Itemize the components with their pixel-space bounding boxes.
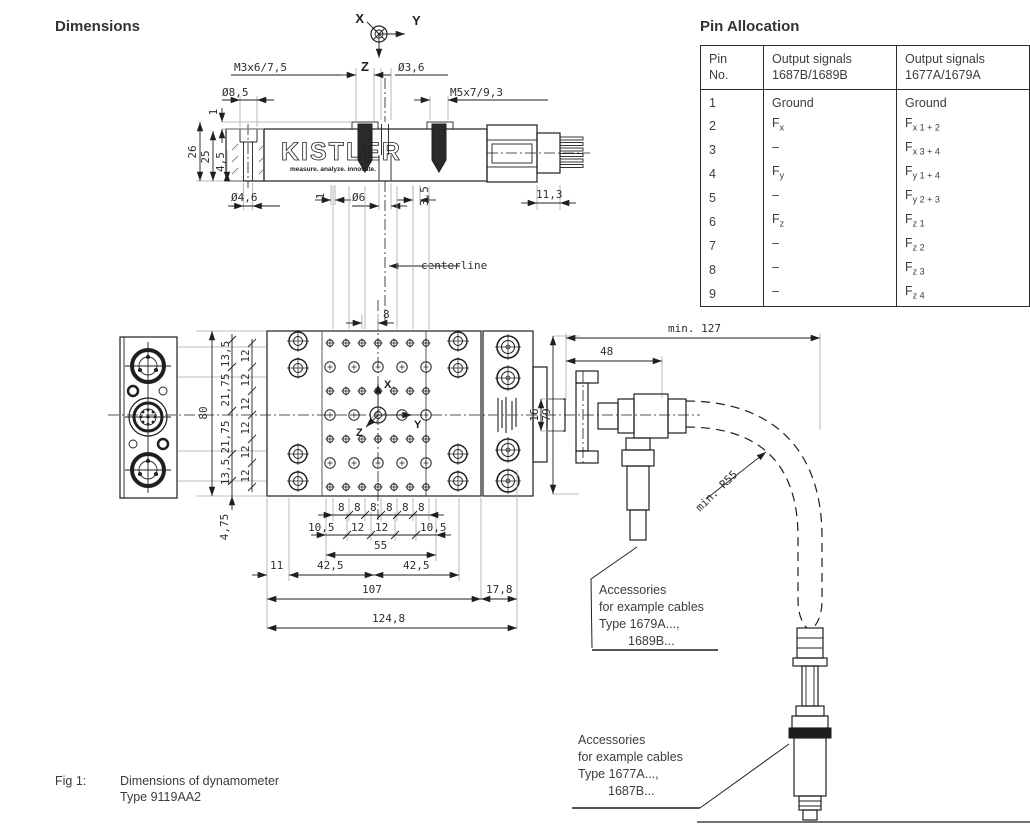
plan-axis-x-label: X: [384, 379, 392, 391]
dim-26: 26: [186, 145, 199, 159]
dim-d46: Ø4,6: [231, 191, 258, 204]
kistler-logo-text: KISTLER: [281, 138, 402, 166]
dim-1-bottom: 1: [314, 192, 327, 200]
pin-cell: $F_z$: [764, 210, 897, 234]
pin-cell: $F_{z 3}$: [897, 258, 1030, 282]
pin-cell: $F_x$: [764, 114, 897, 138]
pin-cell: 5: [709, 190, 716, 205]
pin-cell: $F_y$: [764, 162, 897, 186]
dim-45: 4,5: [214, 152, 227, 172]
centerline-label: centerline: [421, 259, 488, 272]
svg-text:10,5: 10,5: [308, 521, 335, 534]
pin-cell: 9: [709, 286, 716, 301]
svg-text:Accessories: Accessories: [578, 733, 646, 747]
pin-cell: 8: [709, 262, 716, 277]
pin-cell: 1: [709, 96, 716, 110]
svg-text:Type 1679A...,: Type 1679A...,: [599, 617, 680, 631]
dim-d36: Ø3,6: [398, 61, 425, 74]
pin-allocation-heading: Pin Allocation: [700, 18, 800, 35]
pin-cell: Ground: [764, 90, 897, 114]
svg-text:13,5: 13,5: [219, 340, 232, 368]
svg-text:21,75: 21,75: [219, 420, 232, 454]
svg-text:8: 8: [402, 501, 409, 514]
svg-text:12: 12: [351, 521, 365, 534]
chain-b: [239, 339, 256, 492]
dim-m5: M5x7/9,3: [450, 86, 503, 99]
dim-35: 3,5: [418, 186, 431, 206]
pin-cell: 4: [709, 166, 716, 181]
svg-text:10,5: 10,5: [420, 521, 447, 534]
svg-text:12: 12: [239, 397, 252, 411]
dim-178: 17,8: [486, 583, 513, 596]
signals-1677a-header: Output signals 1677A/1679A: [897, 46, 1030, 90]
svg-text:12: 12: [239, 349, 252, 363]
pin-cell: –: [764, 282, 897, 307]
svg-text:1689B...: 1689B...: [628, 634, 675, 648]
svg-text:for example cables: for example cables: [578, 750, 683, 764]
dim-25: 25: [199, 150, 212, 164]
svg-text:21,75: 21,75: [219, 373, 232, 407]
plan-axis-z-label: Z: [356, 427, 363, 439]
dim-1-top: 1: [207, 108, 220, 116]
svg-text:12: 12: [239, 469, 252, 483]
svg-text:for example cables: for example cables: [599, 600, 704, 614]
chain-105: [308, 521, 451, 539]
figure-caption: Dimensions of dynamometer Type 9119AA2: [120, 774, 280, 804]
svg-text:12: 12: [375, 521, 389, 534]
pin-cell: 3: [709, 142, 716, 157]
dim-475: 4,75: [218, 513, 231, 541]
chain-a: [219, 334, 236, 500]
dim-min127: min. 127: [668, 322, 721, 335]
dim-d6: Ø6: [352, 191, 366, 204]
svg-text:8: 8: [418, 501, 425, 514]
pin-cell: $F_{x 3 + 4}$: [897, 138, 1030, 162]
svg-text:8: 8: [370, 501, 377, 514]
svg-text:11: 11: [270, 559, 284, 572]
pin-cell: Ground: [897, 90, 1030, 114]
dim-113: 11,3: [536, 188, 563, 201]
pin-cell: $F_{y 2 + 3}$: [897, 186, 1030, 210]
dim-8-top: 8: [383, 308, 390, 321]
dim-16: 16: [528, 408, 541, 422]
pin-cell: 2: [709, 118, 716, 133]
straight-connector: [789, 628, 831, 820]
svg-text:8: 8: [338, 501, 345, 514]
dim-107: 107: [362, 583, 382, 596]
pin-cell: $F_{z 4}$: [897, 282, 1030, 307]
svg-text:1687B...: 1687B...: [608, 784, 655, 798]
mounting-flange: [576, 371, 598, 463]
dimensions-heading: Dimensions: [55, 18, 141, 35]
svg-text:12: 12: [239, 421, 252, 435]
side-view: [226, 78, 590, 326]
axis-y-label: Y: [412, 13, 421, 28]
connector-side-view: [120, 337, 177, 498]
figure-label: Fig 1:: [55, 774, 87, 788]
dim-1248: 124,8: [372, 612, 406, 625]
pin-cell: –: [764, 186, 897, 210]
pin-cell: $F_{z 2}$: [897, 234, 1030, 258]
axis-x-label: X: [355, 11, 364, 26]
pin-cell: –: [764, 258, 897, 282]
kistler-tagline: measure. analyze. innovate.: [290, 166, 376, 173]
dim-79: 79: [540, 408, 553, 422]
pin-cell: 6: [709, 214, 716, 229]
dim-55: 55: [374, 539, 388, 552]
pin-cell: $F_{x 1 + 2}$: [897, 114, 1030, 138]
pin-cell: $F_{y 1 + 4}$: [897, 162, 1030, 186]
right-angle-connector: [598, 394, 686, 540]
cable-curve: [686, 401, 822, 628]
dim-80: 80: [197, 406, 210, 420]
svg-text:42,5: 42,5: [403, 559, 430, 572]
plan-axis-y-label: Y: [414, 419, 422, 431]
pin-cell: $F_{z 1}$: [897, 210, 1030, 234]
pin-cell: 7: [709, 238, 716, 253]
dim-m3: M3x6/7,5: [234, 61, 287, 74]
chain-425: [252, 559, 459, 575]
svg-text:8: 8: [386, 501, 393, 514]
pin-cell: –: [764, 138, 897, 162]
svg-text:13,5: 13,5: [219, 458, 232, 486]
svg-text:Type 1677A...,: Type 1677A...,: [578, 767, 659, 781]
connector-pins-comb: [560, 137, 583, 168]
pin-no-header: Pin No.: [701, 46, 764, 90]
axis-z-label: Z: [361, 59, 369, 74]
side-view-dimensions: [186, 61, 576, 272]
pin-cell: –: [764, 234, 897, 258]
accessories-note-1: [591, 547, 718, 650]
svg-text:12: 12: [239, 373, 252, 387]
svg-text:42,5: 42,5: [317, 559, 344, 572]
svg-text:Accessories: Accessories: [599, 583, 667, 597]
signals-1687b-header: Output signals 1687B/1689B: [764, 46, 897, 90]
svg-text:8: 8: [354, 501, 361, 514]
dim-minr55: min. R55: [693, 468, 741, 515]
accessories-note-2: [572, 733, 789, 808]
dim-48: 48: [600, 345, 614, 358]
svg-text:12: 12: [239, 445, 252, 459]
dim-d85: Ø8,5: [222, 86, 249, 99]
